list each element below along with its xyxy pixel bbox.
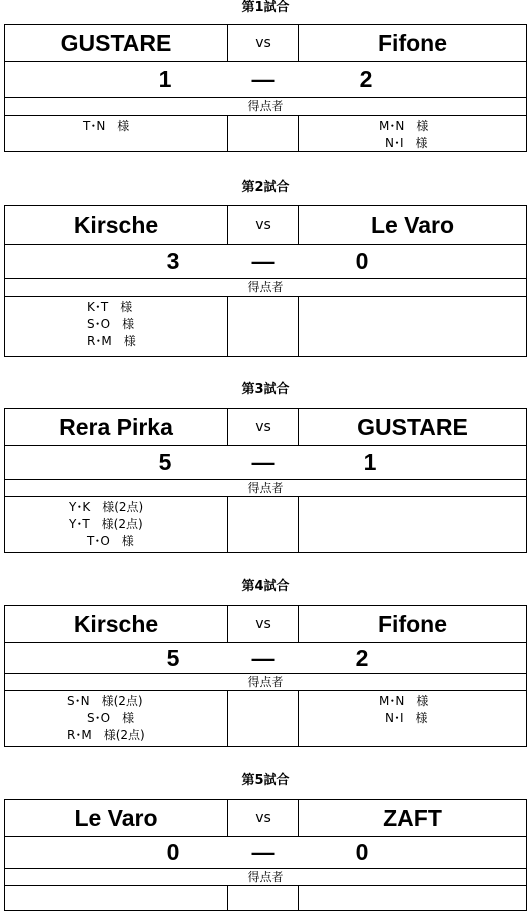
home-team-name: Rera Pirka <box>59 413 173 440</box>
match-title: 第1試合 <box>241 0 290 15</box>
scorers-row <box>5 115 526 151</box>
match-title: 第4試合 <box>241 579 290 594</box>
home-scorers <box>69 497 225 552</box>
match-table <box>4 605 527 747</box>
away-team-name: ZAFT <box>383 804 442 831</box>
scorer-entry: R･M 様 <box>87 334 136 348</box>
away-score: 0 <box>355 248 369 274</box>
home-scorers <box>67 691 225 746</box>
match-table <box>4 408 527 553</box>
scorers-divider <box>227 691 299 746</box>
scorer-entry: Y･K 様(2点) <box>69 500 144 514</box>
match-title: 第3試合 <box>241 382 290 397</box>
away-score: 0 <box>355 839 369 865</box>
vs-label: vs <box>227 25 299 61</box>
score-dash: ― <box>251 644 275 671</box>
vs-label: vs <box>227 409 299 445</box>
scorers-divider <box>227 116 299 151</box>
away-scorers <box>379 116 519 151</box>
scorers-row <box>5 690 526 746</box>
away-score: 2 <box>355 644 369 671</box>
score-row <box>5 61 526 97</box>
teams-row <box>5 606 526 642</box>
scorer-entry: K･T 様 <box>87 300 133 314</box>
scorer-entry: R･M 様(2点) <box>67 728 145 742</box>
away-score: 1 <box>363 449 377 475</box>
scorers-label: 得点者 <box>5 97 526 115</box>
vs-label: vs <box>227 606 299 642</box>
scorer-entry: S･N 様(2点) <box>67 694 143 708</box>
match-title: 第2試合 <box>241 180 290 195</box>
scorer-entry: M･N 様 <box>379 119 429 133</box>
away-score: 2 <box>359 66 373 92</box>
scorers-label: 得点者 <box>5 278 526 296</box>
scorer-entry: S･O 様 <box>87 317 135 331</box>
home-team-name: Kirsche <box>73 211 159 238</box>
home-team-name: Le Varo <box>74 804 158 831</box>
home-team-name: Kirsche <box>73 610 159 637</box>
match-5 <box>4 773 527 911</box>
match-title: 第5試合 <box>241 773 290 788</box>
home-score: 1 <box>158 66 172 92</box>
scorer-entry: M･N 様 <box>379 694 429 708</box>
match-1 <box>4 0 527 152</box>
score-dash: ― <box>251 66 275 92</box>
teams-row <box>5 25 526 61</box>
home-score: 0 <box>166 839 180 865</box>
scorers-label: 得点者 <box>5 868 526 885</box>
score-dash: ― <box>251 449 275 475</box>
home-scorers <box>83 116 223 151</box>
score-row <box>5 642 526 673</box>
home-score: 5 <box>166 644 180 671</box>
home-score: 3 <box>166 248 180 274</box>
score-dash: ― <box>251 248 275 274</box>
scorers-label: 得点者 <box>5 479 526 496</box>
score-row <box>5 445 526 479</box>
home-team-name: GUSTARE <box>60 29 172 56</box>
scorers-row <box>5 296 526 356</box>
home-score: 5 <box>158 449 172 475</box>
scorers-row <box>5 885 526 910</box>
teams-row <box>5 409 526 445</box>
scorer-entry: N･I 様 <box>385 136 428 150</box>
match-table <box>4 205 527 357</box>
away-scorers <box>379 691 519 746</box>
away-team-name: Fifone <box>378 29 447 56</box>
scorers-row <box>5 496 526 552</box>
match-table <box>4 24 527 152</box>
vs-label: vs <box>227 800 299 836</box>
match-3 <box>4 382 527 554</box>
scorers-divider <box>227 886 299 910</box>
scorer-entry: Y･T 様(2点) <box>69 517 143 531</box>
teams-row <box>5 206 526 244</box>
score-row <box>5 244 526 278</box>
scorers-divider <box>227 497 299 552</box>
teams-row <box>5 800 526 836</box>
away-team-name: GUSTARE <box>357 413 468 440</box>
away-team-name: Fifone <box>378 610 447 637</box>
scorer-entry: N･I 様 <box>385 711 428 725</box>
score-dash: ― <box>251 839 275 865</box>
scorer-entry: S･O 様 <box>87 711 135 725</box>
match-2 <box>4 180 527 358</box>
away-team-name: Le Varo <box>370 211 455 238</box>
match-table <box>4 799 527 911</box>
vs-label: vs <box>227 206 299 244</box>
scorer-entry: T･O 様 <box>87 534 134 548</box>
home-scorers <box>87 297 227 356</box>
scorers-label: 得点者 <box>5 673 526 690</box>
scorers-divider <box>227 297 299 356</box>
match-4 <box>4 579 527 749</box>
scorer-entry: T･N 様 <box>83 119 130 133</box>
score-row <box>5 836 526 868</box>
